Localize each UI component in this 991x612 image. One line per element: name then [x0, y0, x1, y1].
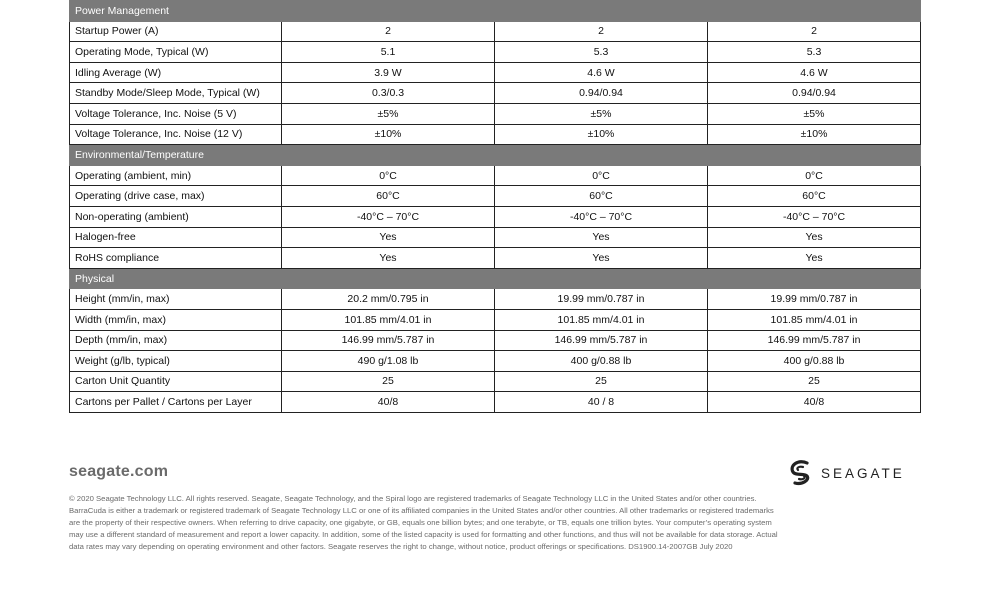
table-row — [70, 62, 921, 83]
table-row — [70, 206, 921, 227]
cell-value: Yes — [708, 248, 921, 269]
cell-value: 0.94/0.94 — [495, 83, 708, 104]
table-row — [70, 83, 921, 104]
legal-line: are the property of their respective owners. When referring to drive capacity, one gigabyte, or GB, equals one billion bytes; and one terabyte, or TB, equals one trillion bytes. Your computer’s operating system — [69, 518, 772, 528]
row-label: Operating (ambient, min) — [70, 165, 282, 186]
section-title: Physical — [70, 268, 921, 289]
cell-value: Yes — [282, 227, 495, 248]
row-label: Depth (mm/in, max) — [70, 330, 282, 351]
cell-value: -40°C – 70°C — [495, 206, 708, 227]
seagate-logo — [785, 457, 905, 489]
row-label: Non-operating (ambient) — [70, 206, 282, 227]
cell-value: 2 — [495, 21, 708, 42]
cell-value: 40/8 — [708, 392, 921, 413]
cell-value: 60°C — [282, 186, 495, 207]
table-row — [70, 124, 921, 145]
row-label: RoHS compliance — [70, 248, 282, 269]
cell-value: 40 / 8 — [495, 392, 708, 413]
table-row — [70, 21, 921, 42]
cell-value: ±5% — [708, 103, 921, 124]
row-label: Operating Mode, Typical (W) — [70, 42, 282, 63]
table-row — [70, 165, 921, 186]
cell-value: 146.99 mm/5.787 in — [282, 330, 495, 351]
cell-value: 2 — [282, 21, 495, 42]
table-row — [70, 289, 921, 310]
legal-line: data rates may vary depending on operating environment and other factors. Seagate reserves the right to change, without notice, product offerings or specifications. DS1900.14-2007GB July 2020 — [69, 542, 733, 552]
cell-value: 60°C — [495, 186, 708, 207]
cell-value: ±10% — [282, 124, 495, 145]
cell-value: 5.3 — [495, 42, 708, 63]
table-row — [70, 371, 921, 392]
logo-wordmark: SEAGATE — [821, 465, 905, 481]
cell-value: 0.3/0.3 — [282, 83, 495, 104]
cell-value: 146.99 mm/5.787 in — [495, 330, 708, 351]
legal-notice — [69, 493, 921, 553]
cell-value: Yes — [495, 227, 708, 248]
cell-value: 0°C — [708, 165, 921, 186]
cell-value: 19.99 mm/0.787 in — [708, 289, 921, 310]
row-label: Weight (g/lb, typical) — [70, 351, 282, 372]
cell-value: 0°C — [495, 165, 708, 186]
table-row — [70, 186, 921, 207]
cell-value: Yes — [282, 248, 495, 269]
cell-value: ±10% — [495, 124, 708, 145]
section-title: Environmental/Temperature — [70, 145, 921, 166]
cell-value: ±10% — [708, 124, 921, 145]
cell-value: 0°C — [282, 165, 495, 186]
section-header-row — [70, 1, 921, 22]
cell-value: 25 — [282, 371, 495, 392]
cell-value: 25 — [708, 371, 921, 392]
cell-value: 101.85 mm/4.01 in — [708, 309, 921, 330]
legal-line: BarraCuda is either a trademark or registered trademark of Seagate Technology LLC or one of its affiliated companies in the United States and/or other countries. All other trademarks or registered trademarks — [69, 506, 774, 516]
row-label: Width (mm/in, max) — [70, 309, 282, 330]
section-title: Power Management — [70, 1, 921, 22]
cell-value: 40/8 — [282, 392, 495, 413]
row-label: Standby Mode/Sleep Mode, Typical (W) — [70, 83, 282, 104]
row-label: Voltage Tolerance, Inc. Noise (12 V) — [70, 124, 282, 145]
table-row — [70, 392, 921, 413]
table-row — [70, 248, 921, 269]
cell-value: 5.3 — [708, 42, 921, 63]
cell-value: ±5% — [495, 103, 708, 124]
legal-line: may use a different standard of measurement and report a lower capacity. In addition, some of the listed capacity is used for formatting and other functions, and thus will not be available for data storage. Actual — [69, 530, 778, 540]
section-header-row — [70, 145, 921, 166]
cell-value: 25 — [495, 371, 708, 392]
legal-line: © 2020 Seagate Technology LLC. All rights reserved. Seagate, Seagate Technology, and the Spiral logo are registered trademarks of Seagate Technology LLC in the United States and/or other countries. — [69, 494, 757, 503]
table-row — [70, 330, 921, 351]
cell-value: ±5% — [282, 103, 495, 124]
row-label: Height (mm/in, max) — [70, 289, 282, 310]
row-label: Startup Power (A) — [70, 21, 282, 42]
cell-value: 60°C — [708, 186, 921, 207]
row-label: Halogen-free — [70, 227, 282, 248]
table-row — [70, 42, 921, 63]
section-header-row — [70, 268, 921, 289]
table-row — [70, 227, 921, 248]
cell-value: 400 g/0.88 lb — [708, 351, 921, 372]
cell-value: -40°C – 70°C — [708, 206, 921, 227]
table-row — [70, 309, 921, 330]
cell-value: Yes — [495, 248, 708, 269]
cell-value: 0.94/0.94 — [708, 83, 921, 104]
cell-value: -40°C – 70°C — [282, 206, 495, 227]
cell-value: 101.85 mm/4.01 in — [282, 309, 495, 330]
cell-value: 3.9 W — [282, 62, 495, 83]
row-label: Voltage Tolerance, Inc. Noise (5 V) — [70, 103, 282, 124]
cell-value: 20.2 mm/0.795 in — [282, 289, 495, 310]
table-row — [70, 351, 921, 372]
cell-value: 5.1 — [282, 42, 495, 63]
spec-table-body — [70, 1, 921, 413]
cell-value: Yes — [708, 227, 921, 248]
website-link[interactable]: seagate.com — [69, 463, 169, 480]
cell-value: 4.6 W — [708, 62, 921, 83]
cell-value: 19.99 mm/0.787 in — [495, 289, 708, 310]
row-label: Cartons per Pallet / Cartons per Layer — [70, 392, 282, 413]
row-label: Idling Average (W) — [70, 62, 282, 83]
cell-value: 146.99 mm/5.787 in — [708, 330, 921, 351]
cell-value: 101.85 mm/4.01 in — [495, 309, 708, 330]
cell-value: 400 g/0.88 lb — [495, 351, 708, 372]
table-row — [70, 103, 921, 124]
cell-value: 4.6 W — [495, 62, 708, 83]
spiral-logo-icon — [785, 457, 817, 489]
row-label: Carton Unit Quantity — [70, 371, 282, 392]
spec-table — [69, 0, 921, 413]
row-label: Operating (drive case, max) — [70, 186, 282, 207]
cell-value: 2 — [708, 21, 921, 42]
cell-value: 490 g/1.08 lb — [282, 351, 495, 372]
